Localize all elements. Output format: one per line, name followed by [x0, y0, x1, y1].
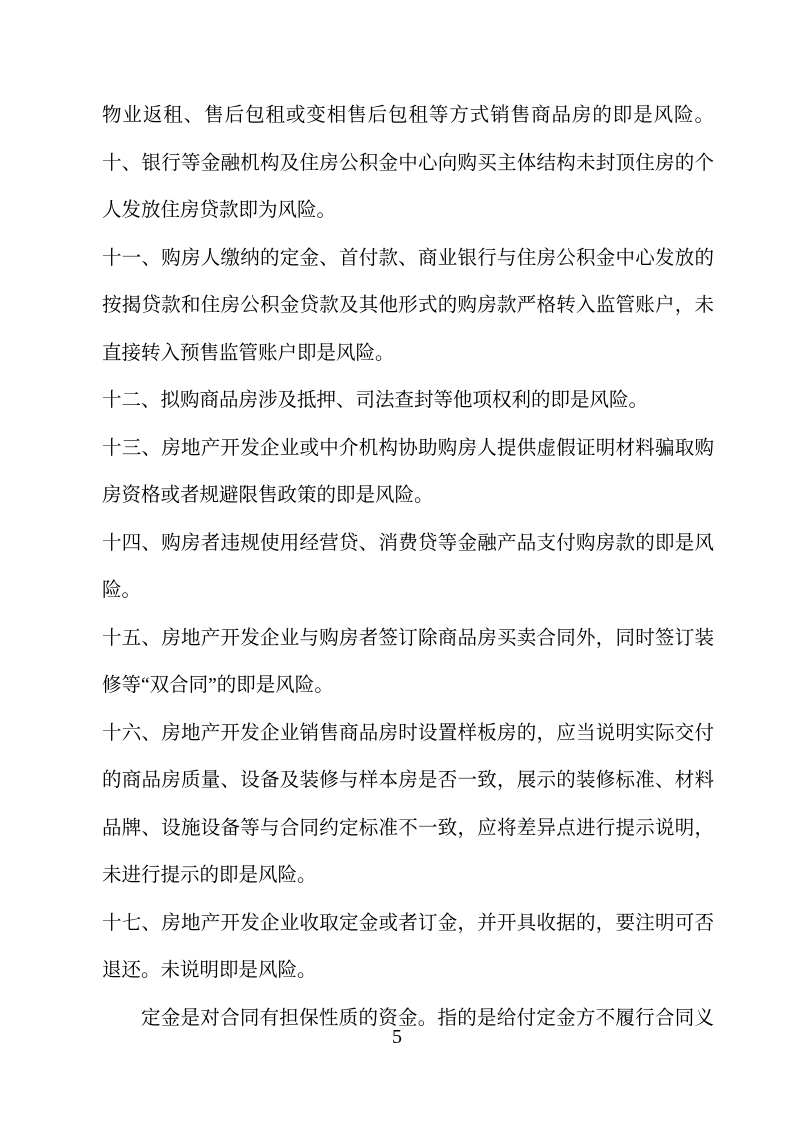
text-line: 险。 [102, 580, 142, 601]
text-line: 定金是对合同有担保性质的资金。指的是给付定金方不履行合同义 [141, 1007, 714, 1029]
text-line: 十一、购房人缴纳的定金、首付款、商业银行与住房公积金中心发放的 [102, 247, 714, 269]
text-line: 退还。未说明即是风险。 [102, 960, 317, 981]
text-line: 按揭贷款和住房公积金贷款及其他形式的购房款严格转入监管账户，未 [102, 295, 714, 316]
text-line: 十七、房地产开发企业收取定金或者订金，并开具收据的，要注明可否 [102, 912, 714, 934]
page-footer [0, 1026, 794, 1049]
text-line: 十五、房地产开发企业与购房者签订除商品房买卖合同外，同时签订装 [102, 627, 714, 649]
text-line: 十四、购房者违规使用经营贷、消费贷等金融产品支付购房款的即是风 [102, 532, 714, 554]
text-line: 房资格或者规避限售政策的即是风险。 [102, 485, 434, 506]
text-line: 十六、房地产开发企业销售商品房时设置样板房的，应当说明实际交付 [102, 722, 714, 744]
text-line: 品牌、设施设备等与合同约定标准不一致，应将差异点进行提示说明， [102, 817, 714, 839]
document-body [102, 92, 714, 1042]
text-line: 人发放住房贷款即为风险。 [102, 200, 337, 221]
text-line: 的商品房质量、设备及装修与样本房是否一致，展示的装修标准、材料 [102, 770, 714, 791]
text-line: 物业返租、售后包租或变相售后包租等方式销售商品房的即是风险。 [102, 105, 714, 126]
text-line: 十二、拟购商品房涉及抵押、司法查封等他项权利的即是风险。 [102, 390, 649, 411]
page-number: 5 [392, 1026, 402, 1048]
text-line: 直接转入预售监管账户即是风险。 [102, 342, 395, 364]
text-line: 十、银行等金融机构及住房公积金中心向购买主体结构未封顶住房的个 [102, 152, 714, 174]
text-line: 未进行提示的即是风险。 [102, 865, 317, 886]
text-line: 修等“双合同”的即是风险。 [102, 675, 334, 696]
text-line: 十三、房地产开发企业或中介机构协助购房人提供虚假证明材料骗取购 [102, 437, 714, 459]
